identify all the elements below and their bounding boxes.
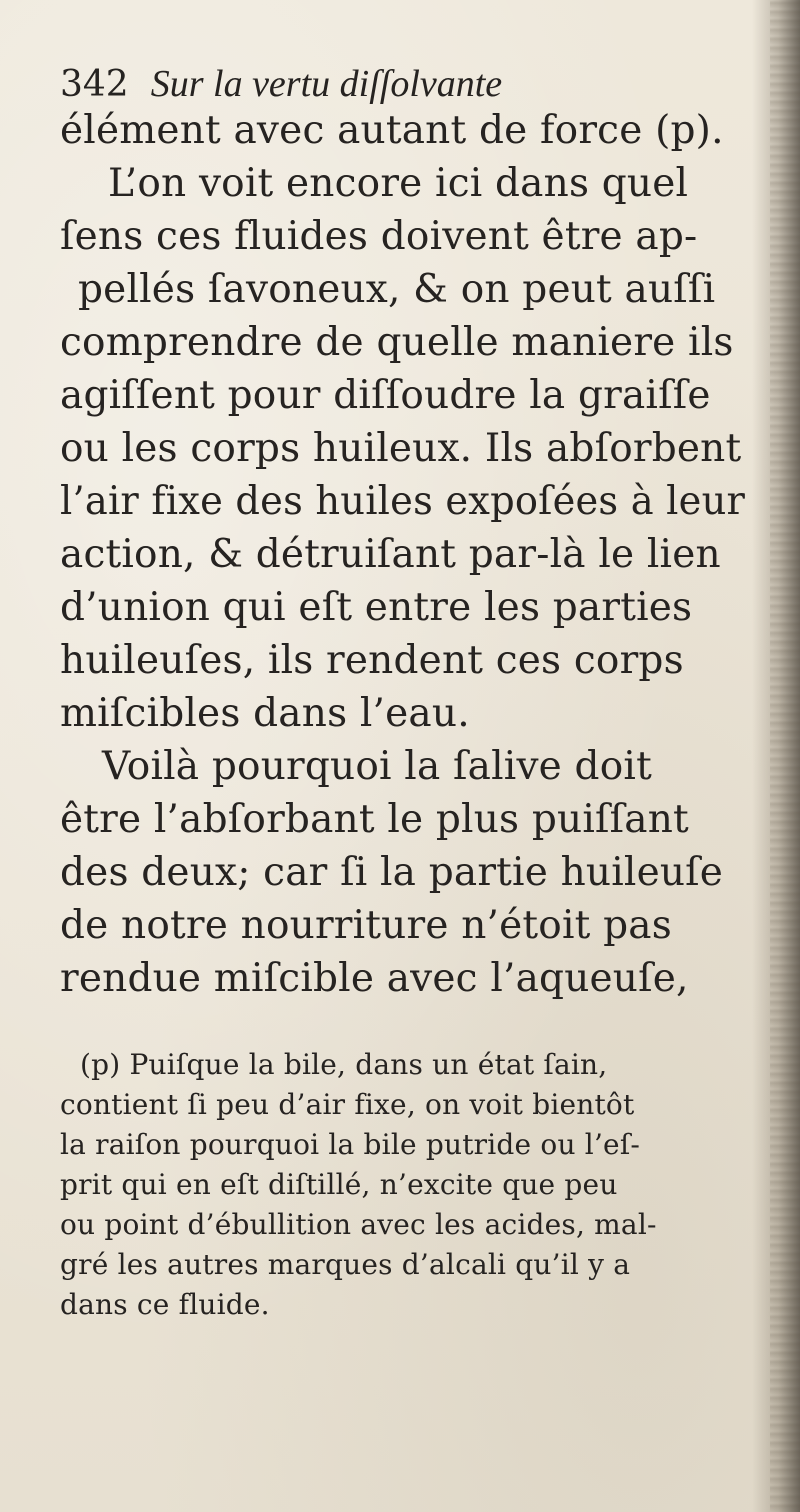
footnote-line: la raiſon pourquoi la bile putride ou l’eſ- bbox=[60, 1128, 641, 1161]
text-line: ou les corps huileux. Ils abſorbent bbox=[60, 426, 742, 471]
footnote-line: contient ſi peu d’air fixe, on voit bientôt bbox=[60, 1088, 635, 1121]
footnote-line: (p) Puiſque la bile, dans un état ſain, bbox=[80, 1048, 608, 1081]
text-line: être l’abſorbant le plus puiſſant bbox=[60, 797, 689, 842]
text-line: l’air fixe des huiles expoſées à leur bbox=[60, 479, 746, 524]
text-line: miſcibles dans l’eau. bbox=[60, 691, 470, 736]
text-line: d’union qui eſt entre les parties bbox=[60, 585, 693, 630]
text-line: rendue miſcible avec l’aqueuſe, bbox=[60, 956, 689, 1001]
text-line: L’on voit encore ici dans quel bbox=[108, 161, 689, 206]
text-line: Voilà pourquoi la ſalive doit bbox=[102, 744, 652, 789]
text-line: pellés ſavoneux, & on peut auſſi bbox=[78, 267, 716, 312]
footnote-line: dans ce fluide. bbox=[60, 1288, 270, 1321]
footnote-line: gré les autres marques d’alcali qu’il y a bbox=[60, 1248, 631, 1281]
text-line: des deux; car ſi la partie huileuſe bbox=[60, 850, 724, 895]
text-line: comprendre de quelle maniere ils bbox=[60, 320, 734, 365]
running-title: Sur la vertu diſſolvante bbox=[150, 63, 503, 105]
footnote-line: prit qui en eſt diſtillé, n’excite que peu bbox=[60, 1168, 618, 1201]
page-edge-texture bbox=[770, 0, 800, 1512]
text-line: action, & détruiſant par-là le lien bbox=[60, 532, 721, 577]
text-line: huileuſes, ils rendent ces corps bbox=[60, 638, 684, 683]
text-line: élément avec autant de force (p). bbox=[60, 108, 724, 153]
text-line: agiſſent pour diſſoudre la graiſſe bbox=[60, 373, 711, 418]
running-header bbox=[60, 62, 502, 106]
text-line: de notre nourriture n’étoit pas bbox=[60, 903, 672, 948]
footnote-line: ou point d’ébullition avec les acides, mal- bbox=[60, 1208, 657, 1241]
page-number: 342 bbox=[60, 64, 129, 105]
text-line: ſens ces fluides doivent être ap- bbox=[60, 214, 698, 259]
